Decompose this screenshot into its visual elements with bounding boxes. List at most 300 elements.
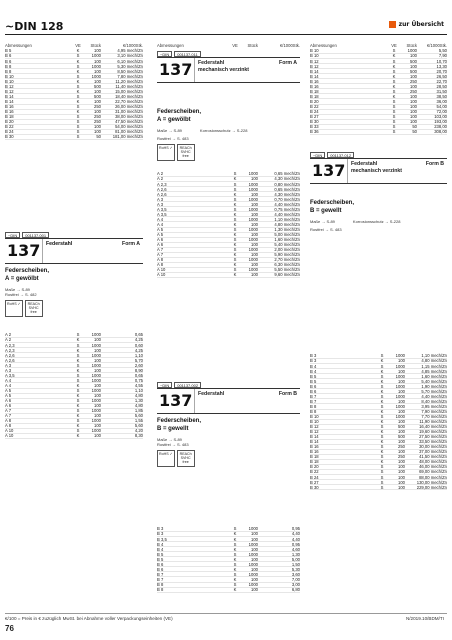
table-cell: A 10 — [157, 272, 166, 278]
table-cell: S — [380, 373, 384, 379]
table-cell: 48,00 mech/Zn — [419, 459, 447, 465]
table-cell: 1,30 — [291, 551, 300, 557]
table-cell: K — [380, 368, 384, 374]
table-cell: 250 — [410, 78, 417, 84]
table-cell: S — [76, 352, 80, 358]
table-cell: 100 — [398, 484, 405, 490]
table-cell: 100 — [410, 83, 417, 89]
corrosion-link[interactable]: Korrosionsschutz → S-228 — [199, 127, 248, 133]
table-cell: B 6 — [5, 58, 12, 64]
table-cell: K — [380, 459, 384, 465]
table-cell: B 3 — [157, 526, 164, 532]
table-body — [5, 49, 143, 140]
table-cell: B 10 — [310, 53, 319, 59]
table-cell: B 4 — [310, 363, 317, 369]
table-cell: 100 — [398, 408, 405, 414]
table-cell: 54,00 mech/Zn — [115, 124, 143, 130]
table-cell: 4,95 mech/Zn — [117, 48, 143, 54]
table-cell: 1000 — [395, 413, 405, 419]
table-cell: S — [233, 181, 237, 187]
table-cell: 81,00 mech/Zn — [115, 129, 143, 135]
table-cell: A 3,5 — [5, 372, 15, 378]
table-cell: S — [233, 257, 237, 263]
article-tab: 001137.001 — [22, 232, 49, 238]
table-cell: 100 — [398, 368, 405, 374]
table-cell: 8,40 mech/Zn — [421, 398, 447, 404]
table-cell: B 5 — [5, 48, 12, 54]
table-cell: 5,00 — [291, 556, 300, 562]
table-cell: 19,60 mech/Zn — [419, 429, 447, 435]
table-cell: 103,00 — [434, 114, 447, 120]
table-cell: 5,30 mech/Zn — [117, 63, 143, 69]
table-cell: 11,20 mech/Zn — [115, 78, 143, 84]
table-cell: 500 — [398, 424, 405, 430]
table-cell: 100 — [94, 337, 101, 343]
table-cell: 1000 — [248, 196, 258, 202]
table-cell: A 7 — [5, 413, 12, 419]
table-cell: 4,80 — [134, 403, 143, 409]
description-line2: A = gewölbt — [157, 116, 191, 123]
table-cell: 1,10 — [134, 352, 143, 358]
table-cell: 3,00 — [291, 581, 300, 587]
table-cell: 27,50 mech/Zn — [419, 434, 447, 440]
table-cell: B 8 — [5, 68, 12, 74]
article-tab: 001137.012 — [327, 152, 354, 158]
table-cell: K — [233, 211, 237, 217]
table-cell: S — [233, 561, 237, 567]
table-cell: B 5 — [157, 551, 164, 557]
table-cell: 1000 — [91, 398, 101, 404]
table-cell: 0,95 — [291, 526, 300, 532]
stainless-link[interactable]: Rostfrei → S. 483 — [310, 226, 342, 232]
table-cell: 6,80 — [291, 586, 300, 592]
table-cell: K — [380, 378, 384, 384]
din-number: 137 — [5, 239, 43, 263]
table-cell: 1000 — [91, 362, 101, 368]
table-row — [5, 135, 143, 140]
table-cell: 100 — [410, 103, 417, 109]
table-cell: 100 — [251, 586, 258, 592]
table-cell: B 30 — [310, 484, 319, 490]
table-cell: K — [76, 403, 80, 409]
table-cell: A 8 — [157, 257, 164, 263]
table-cell: 4,30 mech/Zn — [274, 176, 300, 182]
footer-divider — [5, 613, 447, 614]
table-cell: B 27 — [310, 114, 319, 120]
table-cell: A 6 — [5, 398, 12, 404]
table-cell: 47,50 mech/Zn — [115, 119, 143, 125]
description-line1: Federscheiben, — [157, 109, 202, 115]
table-cell: A 2,6 — [157, 186, 167, 192]
table-cell: 100 — [94, 108, 101, 114]
table-cell: B 22 — [310, 103, 319, 109]
table-cell: 1,60 mech/Zn — [421, 373, 447, 379]
table-cell: B 30 — [310, 119, 319, 125]
table-cell: B 36 — [310, 129, 319, 135]
table-cell: K — [392, 93, 396, 99]
table-cell: S — [380, 353, 384, 359]
table-cell: B 16 — [310, 449, 319, 455]
table-cell: 1,50 — [291, 561, 300, 567]
table-cell: 250 — [398, 454, 405, 460]
table-cell: 5,60 — [134, 423, 143, 429]
table-cell: 250 — [94, 119, 101, 125]
table-cell: 100 — [251, 242, 258, 248]
table-cell: 1000 — [248, 216, 258, 222]
dimensions-link[interactable]: Maße → S-89 — [157, 127, 182, 133]
table-cell: S — [380, 444, 384, 450]
table-cell: K — [76, 88, 80, 94]
product-card-002 — [157, 382, 300, 467]
table-cell: S — [392, 119, 396, 125]
table-cell: 7,70 mech/Zn — [421, 413, 447, 419]
table-cell: 100 — [94, 433, 101, 439]
reach-badge: REACh SVHC free — [25, 300, 43, 317]
table-cell: 8,90 — [134, 367, 143, 373]
table-cell: 250 — [398, 444, 405, 450]
table-cell: S — [76, 398, 80, 404]
description-line1: Federscheiben, — [5, 268, 50, 274]
table-cell: S — [76, 53, 80, 59]
table-cell: K — [392, 83, 396, 89]
table-cell: B 12 — [5, 83, 14, 89]
table-cell: S — [233, 196, 237, 202]
table-cell: 100 — [251, 211, 258, 217]
table-cell: B 4 — [310, 368, 317, 374]
table-cell: S — [392, 78, 396, 84]
table-cell: K — [76, 423, 80, 429]
table-cell: A 3,5 — [157, 211, 167, 217]
table-cell: S — [380, 484, 384, 490]
table-cell: 100 — [94, 98, 101, 104]
table-cell: B 6 — [157, 566, 164, 572]
table-cell: S — [76, 377, 80, 383]
table-cell: S — [392, 98, 396, 104]
table-cell: 4,40 — [291, 536, 300, 542]
table-cell: 100 — [251, 262, 258, 268]
dimensions-link[interactable]: Maße → S-89 — [157, 436, 182, 442]
din-number: 137 — [157, 389, 195, 413]
table-cell: S — [233, 541, 237, 547]
table-cell: 100 — [410, 53, 417, 59]
table-cell: B 14 — [310, 68, 319, 74]
table-cell: 100 — [251, 556, 258, 562]
table-cell: 5,90 mech/Zn — [274, 252, 300, 258]
material: Federstahl — [198, 60, 225, 66]
table-cell: 1000 — [91, 387, 101, 393]
table-cell: K — [76, 382, 80, 388]
table-cell: 100 — [398, 378, 405, 384]
table-cell: 5,50 mech/Zn — [274, 267, 300, 273]
table-cell: A 8 — [157, 262, 164, 268]
table-cell: A 2 — [5, 332, 12, 338]
table-cell: B 6 — [310, 388, 317, 394]
table-cell: K — [233, 252, 237, 258]
dimensions-link[interactable]: Maße → S-89 — [310, 218, 335, 224]
table-cell: A 7 — [157, 252, 164, 258]
table-cell: 1,55 — [134, 418, 143, 424]
table-cell: 1,85 — [134, 408, 143, 414]
table-cell: K — [233, 272, 237, 278]
table-cell: 5,70 — [134, 357, 143, 363]
table-col1b — [5, 333, 143, 439]
table-cell: K — [380, 429, 384, 435]
stainless-link[interactable]: Rostfrei → S. 482 — [5, 291, 37, 297]
table-cell: B 12 — [310, 58, 319, 64]
table-cell: 50 — [412, 124, 417, 130]
table-cell: 100 — [251, 176, 258, 182]
table-cell: S — [76, 134, 80, 140]
table-cell: 1000 — [248, 257, 258, 263]
table-cell: 1000 — [248, 551, 258, 557]
table-cell: K — [392, 53, 396, 59]
table-cell: 100 — [94, 423, 101, 429]
table-cell: B 10 — [5, 73, 14, 79]
table-cell: K — [76, 337, 80, 343]
table-row — [310, 130, 447, 135]
overview-link[interactable] — [389, 21, 444, 29]
table-cell: S — [233, 186, 237, 192]
table-cell: 0,60 — [134, 342, 143, 348]
table-cell: K — [233, 556, 237, 562]
table-cell: K — [233, 566, 237, 572]
table-cell: B 30 — [5, 134, 14, 140]
table-cell: 4,55 — [134, 382, 143, 388]
table-cell: 250 — [94, 103, 101, 109]
table-cell: 22,70 — [436, 78, 447, 84]
table-cell: 4,25 — [134, 337, 143, 343]
table-cell: 5,00 mech/Zn — [274, 231, 300, 237]
table-cell: S — [76, 332, 80, 338]
table-body — [157, 527, 300, 593]
table-cell: 11,90 mech/Zn — [419, 419, 447, 425]
table-cell: 100 — [94, 367, 101, 373]
table-cell: 22,70 mech/Zn — [115, 98, 143, 104]
table-cell: A 6 — [5, 403, 12, 409]
table-cell: K — [76, 108, 80, 114]
table-cell: A 4 — [157, 221, 164, 227]
table-cell: B 5 — [310, 373, 317, 379]
rohs-badge: RoHS ✓ — [5, 300, 23, 317]
table-cell: S — [380, 383, 384, 389]
table-cell: B 12 — [310, 63, 319, 69]
table-cell: K — [380, 419, 384, 425]
table-cell: 100 — [94, 382, 101, 388]
overview-link-label: zur Übersicht — [398, 21, 444, 28]
table-cell: S — [233, 526, 237, 532]
table-cell: B 16 — [310, 78, 319, 84]
footer-note: €/100 = Preis in € zuzüglich MwSt. bei Abnahme voller Verpackungseinheiten (VE) — [5, 616, 173, 621]
dimensions-link[interactable]: Maße → S-89 — [5, 286, 30, 292]
table-cell: K — [380, 439, 384, 445]
table-cell: 8,30 — [134, 433, 143, 439]
table-cell: 1000 — [407, 48, 417, 54]
table-cell: A 10 — [157, 267, 166, 273]
table-cell: S — [392, 103, 396, 109]
table-cell: 4,85 mech/Zn — [421, 368, 447, 374]
table-cell: 100 — [251, 566, 258, 572]
table-cell: S — [76, 387, 80, 393]
table-cell: 26,00 mech/Zn — [115, 103, 143, 109]
table-cell: A 2,6 — [5, 352, 15, 358]
table-cell: 1000 — [395, 353, 405, 359]
table-cell: B 8 — [310, 403, 317, 409]
table-cell: B 8 — [157, 586, 164, 592]
table-cell: K — [76, 357, 80, 363]
product-card-012 — [310, 152, 447, 232]
table-cell: K — [380, 388, 384, 394]
form: Form A — [279, 60, 297, 66]
table-cell: S — [380, 363, 384, 369]
table-cell: 500 — [410, 68, 417, 74]
header-divider — [5, 34, 447, 35]
page-number: 76 — [5, 624, 14, 633]
table-cell: 0,65 — [134, 372, 143, 378]
table-cell: S — [380, 464, 384, 470]
table-cell: A 5 — [157, 226, 164, 232]
table-cell: B 16 — [5, 108, 14, 114]
table-cell: 2,00 mech/Zn — [274, 247, 300, 253]
table-cell: 1000 — [248, 526, 258, 532]
table-cell: K — [233, 576, 237, 582]
table-cell: K — [233, 546, 237, 552]
table-cell: S — [233, 237, 237, 243]
table-header: Abmessungen VE Stück €/1000Stk. — [157, 43, 300, 49]
table-cell: 100 — [94, 129, 101, 135]
table-cell: 1000 — [91, 372, 101, 378]
table-cell: 1,10 mech/Zn — [274, 216, 300, 222]
table-header: Abmessungen VE Stück €/1000Stk. — [310, 43, 447, 49]
table-cell: K — [233, 531, 237, 537]
table-cell: K — [233, 191, 237, 197]
description-line1: Federscheiben, — [310, 200, 355, 206]
table-cell: 100 — [94, 48, 101, 54]
table-cell: A 2 — [157, 171, 164, 177]
table-cell: K — [76, 433, 80, 439]
table-cell: B 22 — [5, 124, 14, 130]
table-cell: 1000 — [395, 363, 405, 369]
table-cell: S — [76, 103, 80, 109]
table-cell: 100 — [94, 58, 101, 64]
table-cell: S — [380, 434, 384, 440]
coating: mechanisch verzinkt — [198, 66, 250, 73]
table-cell: A 7 — [5, 408, 12, 414]
table-col2-header — [157, 43, 300, 49]
table-cell: A 2,6 — [157, 191, 167, 197]
footer-code: N/2019.10/BDM/TI — [405, 616, 444, 621]
table-cell: B 24 — [310, 474, 319, 480]
table-cell: 130,00 mech/Zn — [416, 479, 447, 485]
table-cell: K — [233, 221, 237, 227]
material: Federstahl — [198, 391, 225, 397]
table-cell: 30,00 mech/Zn — [419, 444, 447, 450]
table-cell: K — [233, 176, 237, 182]
table-cell: 100 — [410, 119, 417, 125]
table-cell: S — [76, 119, 80, 125]
table-cell: K — [392, 73, 396, 79]
table-cell: S — [380, 479, 384, 485]
table-cell: B 12 — [310, 429, 319, 435]
table-cell: A 2,3 — [5, 342, 15, 348]
table-cell: 36,00 — [436, 98, 447, 104]
material: Federstahl — [46, 241, 73, 247]
corrosion-link[interactable]: Korrosionsschutz → S-228 — [352, 218, 401, 224]
form: Form A — [122, 241, 140, 247]
table-cell: S — [392, 124, 396, 130]
table-cell: A 7 — [157, 247, 164, 253]
page-title: ~DIN 128 — [5, 20, 64, 33]
table-cell: B 4 — [157, 546, 164, 552]
table-cell: 1000 — [91, 63, 101, 69]
table-cell: 1000 — [395, 403, 405, 409]
table-cell: 1000 — [248, 581, 258, 587]
table-cell: 2,70 mech/Zn — [274, 257, 300, 263]
table-cell: B 14 — [310, 439, 319, 445]
table-cell: 31,00 mech/Zn — [115, 108, 143, 114]
rohs-badge: RoHS ✓ — [157, 144, 175, 161]
table-cell: 100 — [398, 479, 405, 485]
material: Federstahl — [351, 161, 378, 167]
table-cell: A 4 — [5, 377, 12, 383]
table-cell: 100 — [251, 221, 258, 227]
table-cell: K — [233, 242, 237, 248]
table-body — [5, 333, 143, 439]
table-cell: B 6 — [310, 383, 317, 389]
table-cell: S — [380, 393, 384, 399]
table-cell: K — [380, 358, 384, 364]
table-cell: S — [380, 403, 384, 409]
table-cell: B 18 — [310, 93, 319, 99]
stainless-link[interactable]: Rostfrei → S. 483 — [157, 441, 189, 447]
table-cell: 33,50 mech/Zn — [419, 439, 447, 445]
table-cell: S — [76, 124, 80, 130]
table-cell: 100 — [251, 536, 258, 542]
table-cell: 100 — [94, 403, 101, 409]
table-cell: S — [76, 342, 80, 348]
table-cell: 15,00 mech/Zn — [115, 88, 143, 94]
table-cell: 1000 — [91, 418, 101, 424]
table-cell: 1000 — [91, 408, 101, 414]
table-cell: S — [76, 114, 80, 120]
table-cell: S — [76, 362, 80, 368]
din-number: 137 — [310, 159, 348, 183]
table-cell: 2,60 — [134, 362, 143, 368]
article-tab: 001137.002 — [174, 382, 201, 388]
table-cell: B 5 — [310, 378, 317, 384]
table-cell: K — [233, 536, 237, 542]
norm-tab: ~DIN — [157, 382, 172, 388]
table-cell: 4,80 mech/Zn — [274, 221, 300, 227]
table-cell: A 3 — [5, 367, 12, 373]
din-number: 137 — [157, 58, 195, 82]
table-cell: S — [233, 247, 237, 253]
table-cell: B 8 — [5, 63, 12, 69]
table-cell: A 4 — [157, 216, 164, 222]
table-cell: S — [380, 454, 384, 460]
table-cell: 100 — [94, 88, 101, 94]
table-cell: 1000 — [248, 571, 258, 577]
stainless-link[interactable]: Rostfrei → S. 483 — [157, 135, 189, 141]
table-cell: B 24 — [5, 129, 14, 135]
table-cell: 4,80 mech/Zn — [421, 358, 447, 364]
table-cell: K — [76, 78, 80, 84]
table-cell: K — [392, 63, 396, 69]
table-cell: 0,75 — [134, 377, 143, 383]
table-cell: S — [380, 469, 384, 475]
table-cell: K — [233, 262, 237, 268]
table-cell: K — [380, 398, 384, 404]
table-cell: 100 — [398, 459, 405, 465]
